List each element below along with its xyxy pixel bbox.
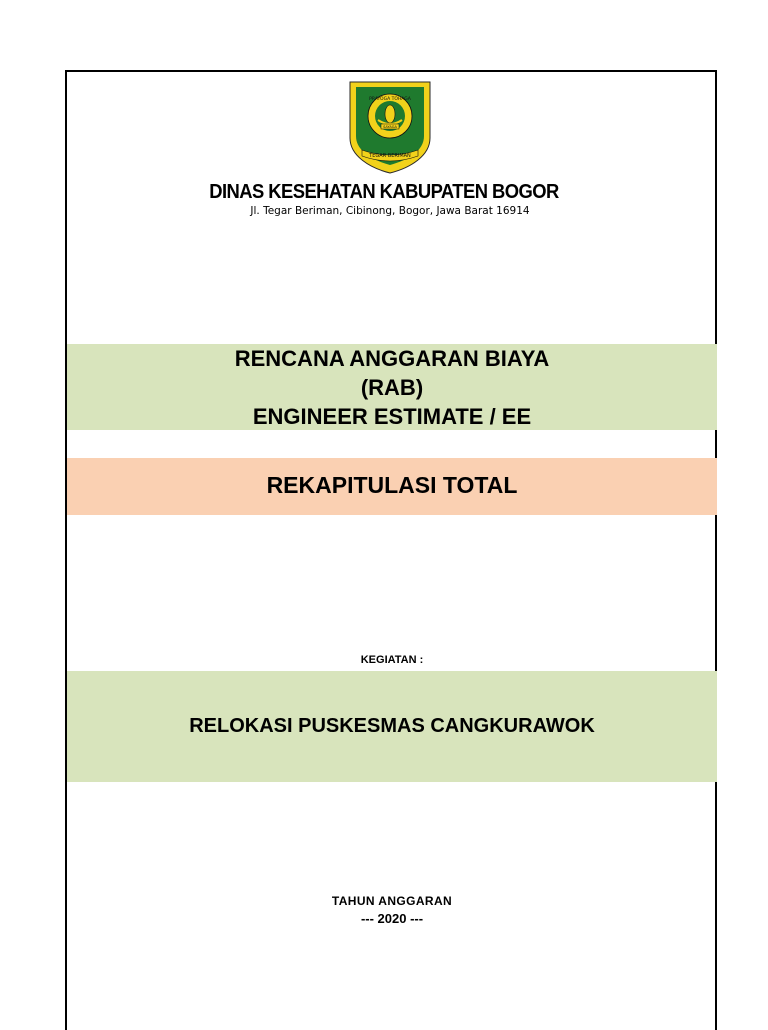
kegiatan-label: KEGIATAN : (360, 654, 424, 666)
tahun-anggaran-label: TAHUN ANGGARAN (331, 894, 453, 908)
organization-name: DINAS KESEHATAN KABUPATEN BOGOR (209, 181, 559, 203)
title-line-1: RENCANA ANGGARAN BIAYA (234, 346, 550, 371)
kegiatan-value: RELOKASI PUSKESMAS CANGKURAWOK (189, 715, 595, 737)
organization-address: Jl. Tegar Beriman, Cibinong, Bogor, Jawa Barat 16914 (250, 205, 530, 217)
logo-ring-text: PRAYOGA TOHAGA (369, 97, 411, 102)
summary-title: REKAPITULASI TOTAL (266, 472, 518, 498)
bogor-emblem-logo (348, 80, 432, 174)
logo-inner-text: SAYAGA (383, 125, 397, 129)
tahun-anggaran-value: --- 2020 --- (360, 911, 424, 926)
logo-motto: TEGAR BERIMAN (369, 153, 411, 159)
title-line-2: (RAB) (360, 375, 424, 400)
title-line-3: ENGINEER ESTIMATE / EE (252, 404, 532, 429)
